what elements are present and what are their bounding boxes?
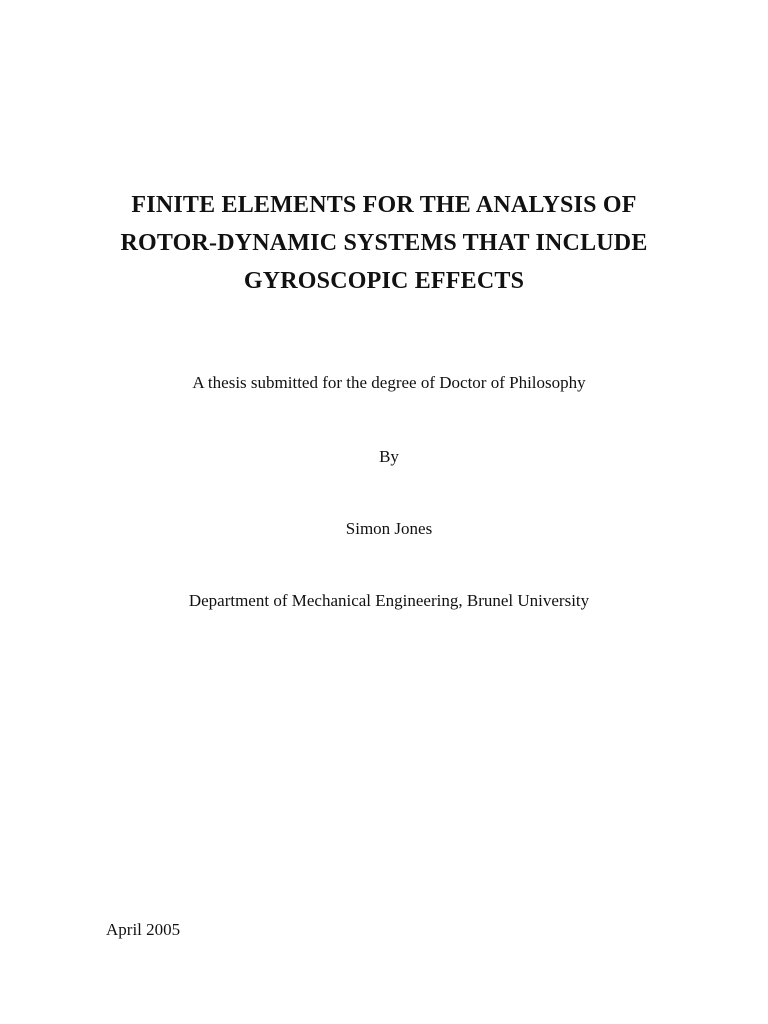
thesis-title <box>0 186 768 300</box>
thesis-title-line-3: GYROSCOPIC EFFECTS <box>243 268 525 294</box>
author-name: Simon Jones <box>345 519 433 538</box>
by-label: By <box>379 447 399 466</box>
department-affiliation: Department of Mechanical Engineering, Brunel University <box>188 591 590 610</box>
thesis-title-line-2: ROTOR-DYNAMIC SYSTEMS THAT INCLUDE <box>120 230 648 256</box>
thesis-subtitle: A thesis submitted for the degree of Doctor of Philosophy <box>192 373 586 392</box>
submission-date: April 2005 <box>106 920 181 939</box>
thesis-title-line-1: FINITE ELEMENTS FOR THE ANALYSIS OF <box>131 192 637 218</box>
